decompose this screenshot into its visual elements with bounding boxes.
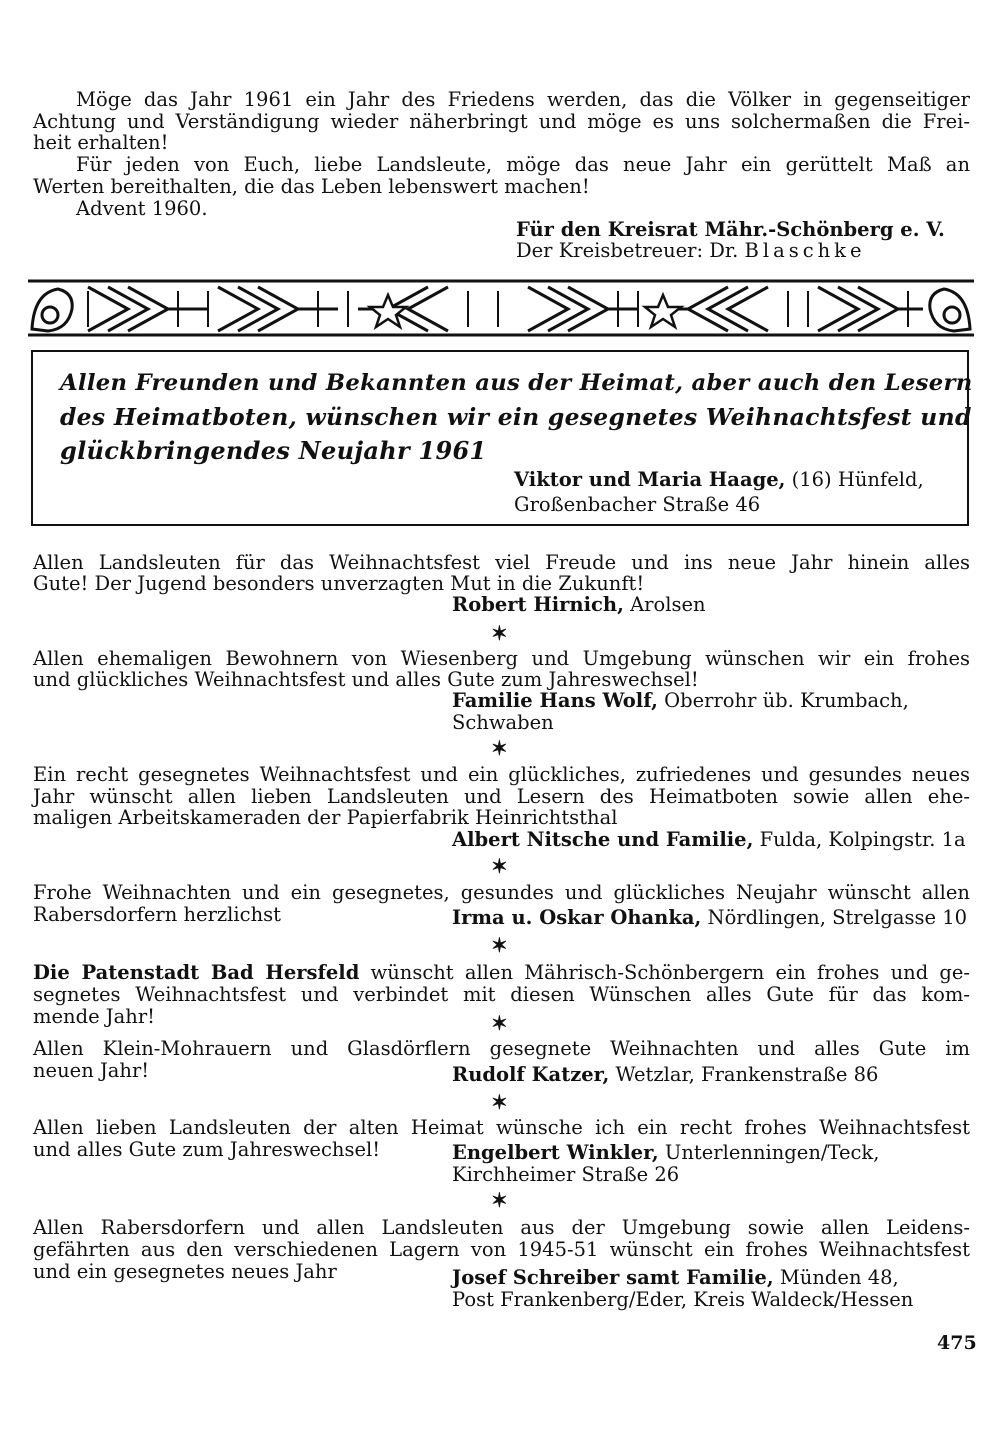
greeting-line: Rabersdorfern herzlichst	[33, 903, 281, 926]
greeting-line: segnetes Weihnachtsfest und verbindet mit diesen Wünschen alles Gute für das kom-	[33, 983, 970, 1006]
sender-name: Rudolf Katzer,	[452, 1063, 610, 1086]
sender-place: Wetzlar, Frankenstraße 86	[615, 1063, 879, 1086]
signature-organization: Für den Kreisrat Mähr.-Schönberg e. V.	[516, 218, 945, 241]
greeting-sender	[452, 594, 706, 616]
signature-name: Blaschke	[744, 239, 866, 262]
intro-line: Für jeden von Euch, liebe Landsleute, möge das neue Jahr ein gerüttelt Maß an	[76, 153, 970, 176]
sender-name: Viktor und Maria Haage,	[514, 468, 786, 491]
separator-star: ✶	[491, 933, 508, 957]
separator-star: ✶	[491, 1090, 508, 1114]
ornamental-banner	[28, 279, 974, 337]
boxed-greeting-line: des Heimatboten, wünschen wir ein gesegnetes Weihnachtsfest und	[60, 403, 972, 431]
dateline: Advent 1960.	[76, 197, 208, 220]
greeting-line: Allen Rabersdorfern und allen Landsleuten aus der Umgebung sowie allen Leidens-	[33, 1216, 970, 1239]
separator-star: ✶	[491, 854, 508, 878]
sender-street: Großenbacher Straße 46	[514, 493, 761, 516]
boxed-greeting-sender	[514, 469, 924, 491]
sender-place: Oberrohr üb. Krumbach,	[664, 689, 909, 712]
greeting-line: mende Jahr!	[33, 1005, 155, 1028]
greeting-line: neuen Jahr!	[33, 1059, 150, 1082]
greeting-lead-rest: wünscht allen Mährisch-Schönbergern ein frohes und ge-	[370, 961, 971, 984]
greeting-line: Frohe Weihnachten und ein gesegnetes, gesundes und glückliches Neujahr wünscht allen	[33, 881, 970, 904]
greeting-sender	[452, 829, 966, 851]
separator-star: ✶	[491, 1011, 508, 1035]
greeting-line: Jahr wünscht allen lieben Landsleuten und Lesern des Heimatboten sowie allen ehe-	[33, 785, 970, 808]
separator-star: ✶	[491, 1188, 508, 1212]
sender-place-2: Kirchheimer Straße 26	[452, 1163, 680, 1186]
greeting-line: und ein gesegnetes neues Jahr	[33, 1260, 337, 1283]
intro-line: Möge das Jahr 1961 ein Jahr des Friedens werden, das die Völker in gegenseitiger	[76, 88, 970, 111]
boxed-greeting-line: glückbringendes Neujahr 1961	[60, 436, 487, 465]
sender-name: Familie Hans Wolf,	[452, 689, 658, 712]
separator-star: ✶	[491, 621, 508, 645]
greeting-sender	[452, 907, 967, 929]
sender-name: Albert Nitsche und Familie,	[452, 828, 754, 851]
greeting-line	[33, 962, 970, 984]
page-number: 475	[937, 1332, 977, 1354]
intro-line: heit erhalten!	[33, 131, 169, 154]
greeting-line: Ein recht gesegnetes Weihnachtsfest und ein glückliches, zufriedenes und gesundes neues	[33, 763, 970, 786]
greeting-sender	[452, 1064, 878, 1086]
sender-place: Nördlingen, Strelgasse 10	[707, 906, 968, 929]
greeting-line: Allen Landsleuten für das Weihnachtsfest viel Freude und ins neue Jahr hinein alles	[33, 551, 970, 574]
greeting-line: und alles Gute zum Jahreswechsel!	[33, 1138, 381, 1161]
greeting-line: und glückliches Weihnachtsfest und alles Gute zum Jahreswechsel!	[33, 668, 699, 691]
greeting-line: Gute! Der Jugend besonders unverzagten Mut in die Zukunft!	[33, 572, 645, 595]
signature-title: Der Kreisbetreuer: Dr.	[516, 239, 739, 262]
greeting-line: Allen lieben Landsleuten der alten Heimat wünsche ich ein recht frohes Weihnachtsfest	[33, 1116, 970, 1139]
greeting-lead: Die Patenstadt Bad Hersfeld	[33, 961, 360, 984]
sender-name: Irma u. Oskar Ohanka,	[452, 906, 702, 929]
intro-line: Achtung und Verständigung wieder näherbringt und möge es uns solchermaßen die Frei-	[33, 110, 970, 133]
sender-place: Fulda, Kolpingstr. 1a	[759, 828, 966, 851]
greeting-sender	[452, 690, 909, 712]
separator-star: ✶	[491, 736, 508, 760]
signature-person	[516, 240, 866, 262]
boxed-greeting-line: Allen Freunden und Bekannten aus der Heimat, aber auch den Lesern	[60, 370, 973, 396]
greeting-line: Allen Klein-Mohrauern und Glasdörflern gesegnete Weihnachten und alles Gute im	[33, 1037, 970, 1060]
greeting-line: gefährten aus den verschiedenen Lagern von 1945-51 wünscht ein frohes Weihnachtsfest	[33, 1238, 970, 1261]
greeting-sender	[452, 1142, 879, 1164]
sender-name: Josef Schreiber samt Familie,	[452, 1266, 774, 1289]
intro-line: Werten bereithalten, die das Leben lebenswert machen!	[33, 175, 590, 198]
sender-place: Arolsen	[630, 593, 706, 616]
sender-place-2: Schwaben	[452, 711, 554, 734]
sender-place: Münden 48,	[779, 1266, 899, 1289]
sender-place: Unterlenningen/Teck,	[664, 1141, 880, 1164]
greeting-line: maligen Arbeitskameraden der Papierfabrik Heinrichtsthal	[33, 806, 618, 829]
greeting-sender	[452, 1267, 899, 1289]
greeting-line: Allen ehemaligen Bewohnern von Wiesenberg und Umgebung wünschen wir ein frohes	[33, 647, 970, 670]
sender-name: Robert Hirnich,	[452, 593, 624, 616]
sender-name: Engelbert Winkler,	[452, 1141, 659, 1164]
sender-place: (16) Hünfeld,	[791, 468, 924, 491]
sender-place-2: Post Frankenberg/Eder, Kreis Waldeck/Hessen	[452, 1288, 914, 1311]
